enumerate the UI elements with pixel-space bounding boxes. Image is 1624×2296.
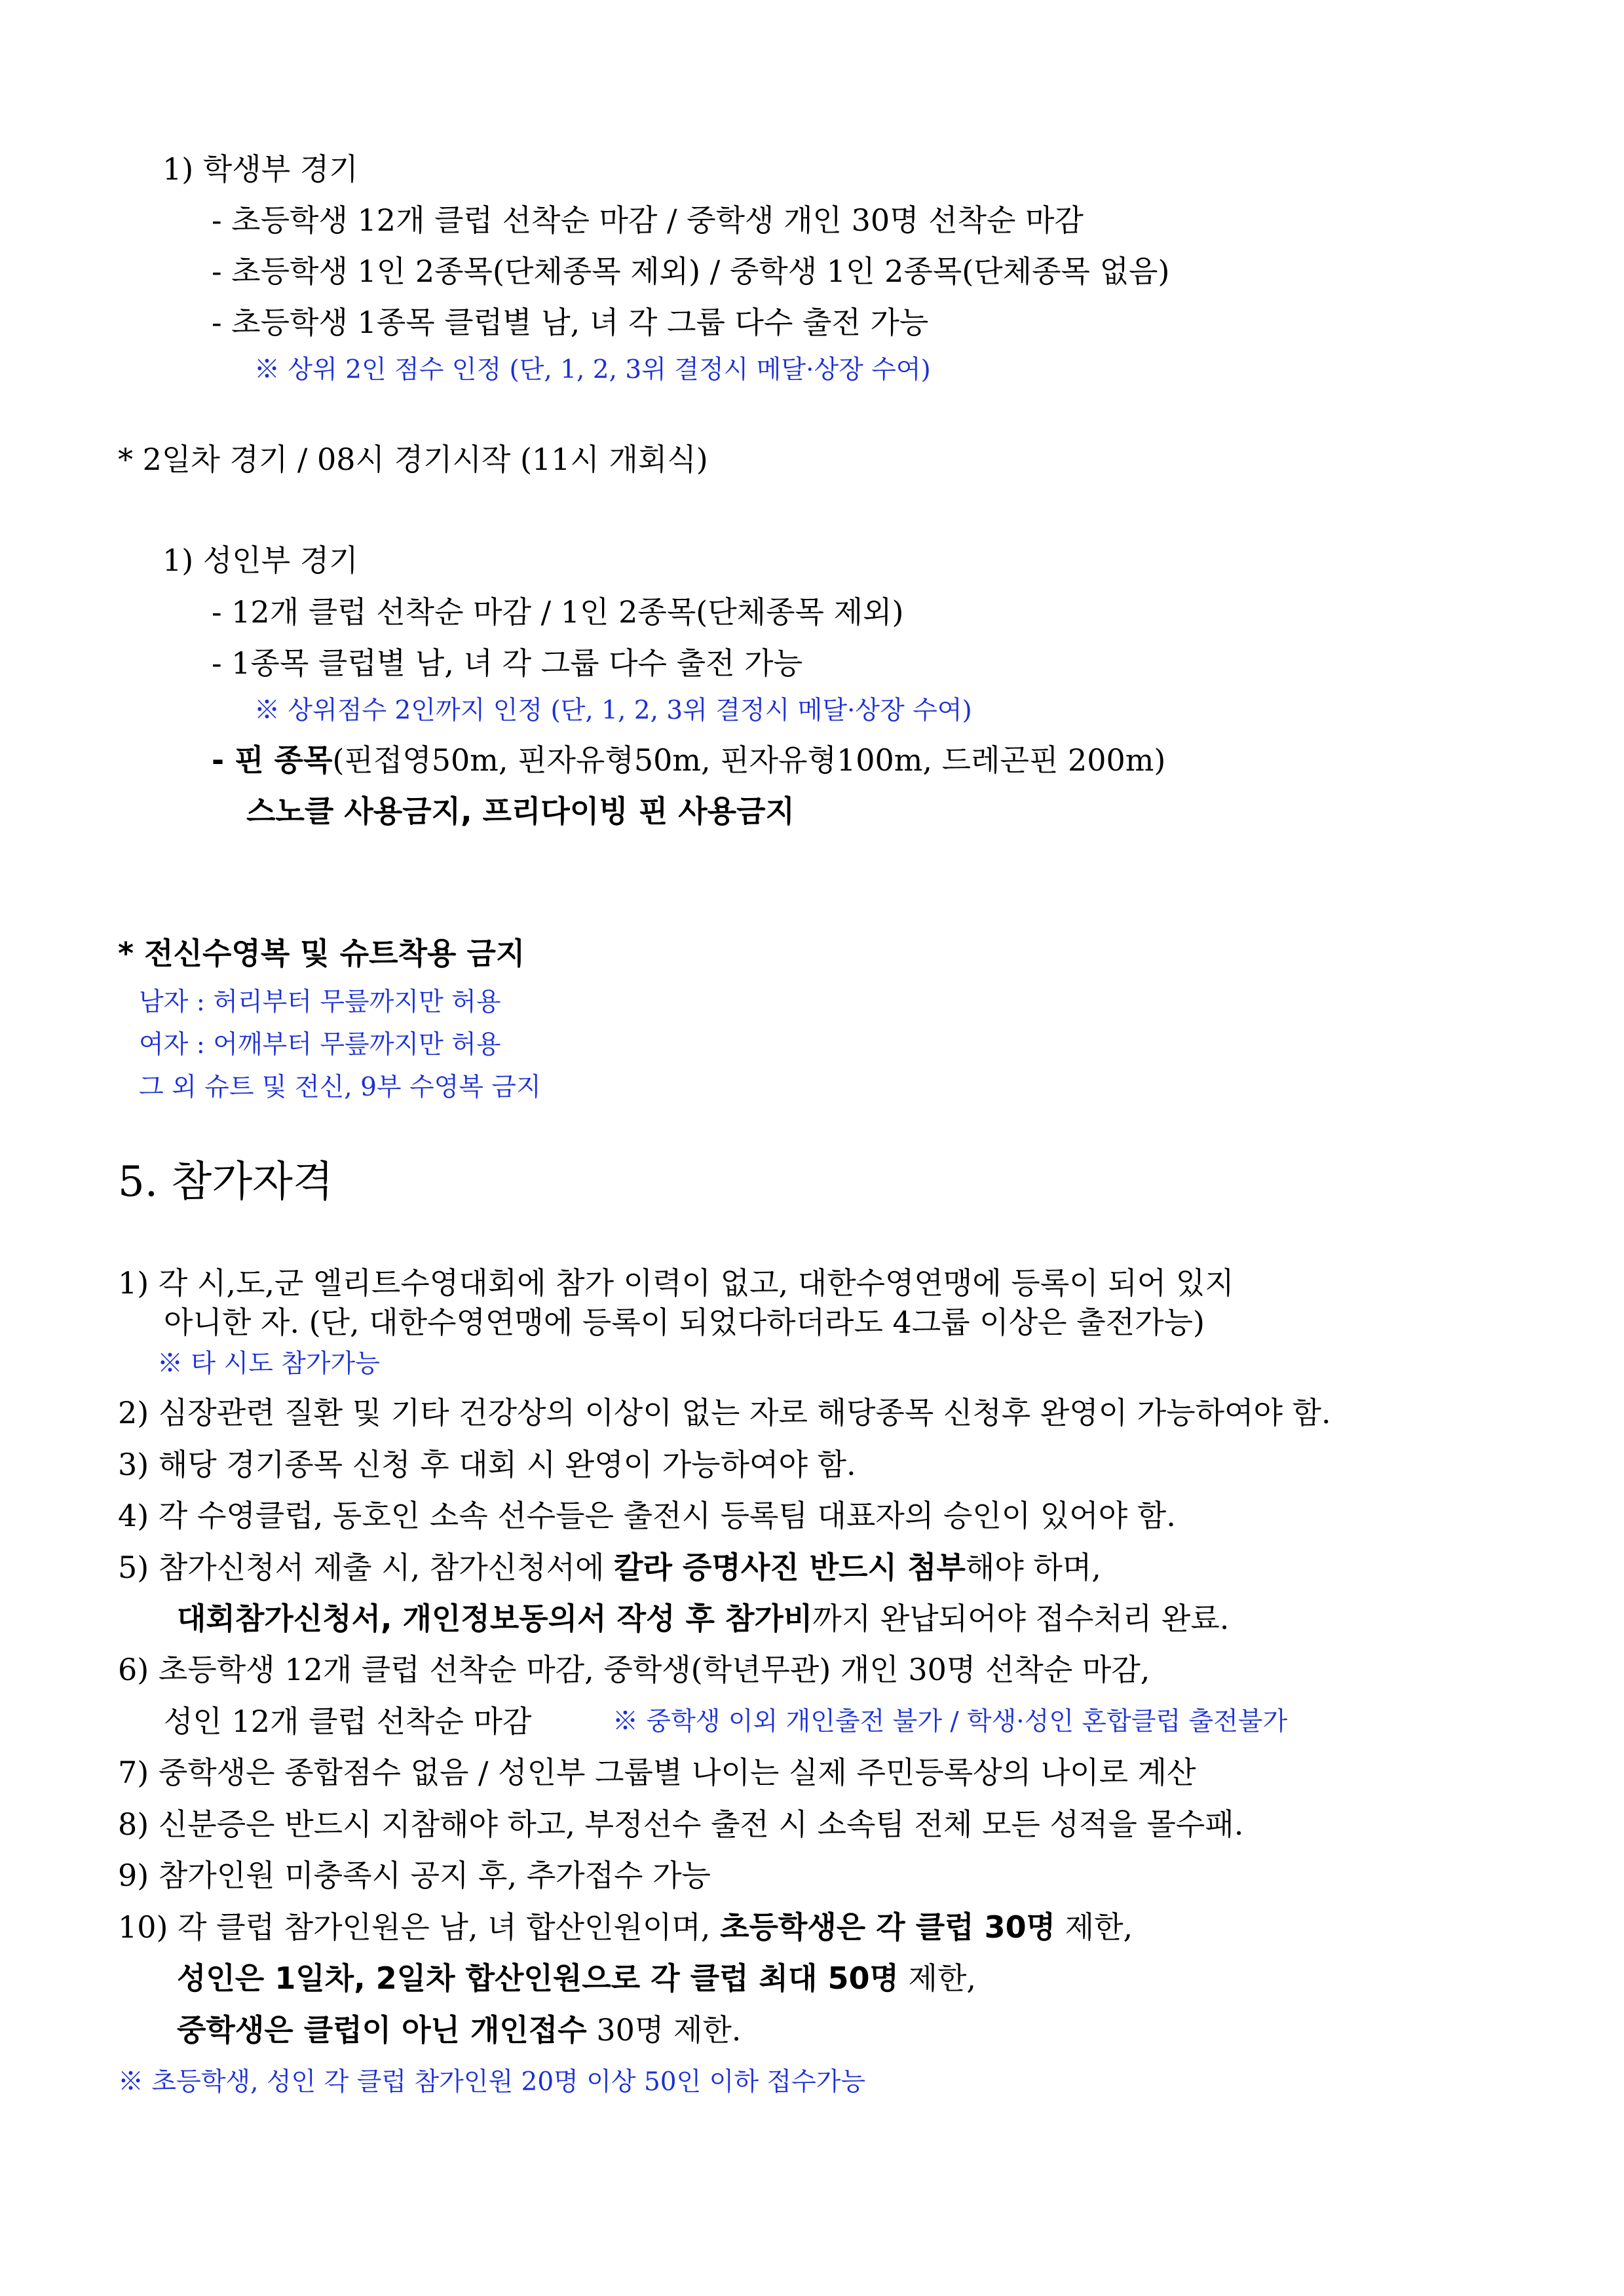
requirement-8: 8) 신분증은 반드시 지참해야 하고, 부정선수 출전 시 소속팀 전체 모든 성적을 몰수패. — [118, 1807, 1244, 1842]
requirement-10c-post: 30명 제한. — [586, 2012, 742, 2048]
section5-heading: 5. 참가자격 — [118, 1158, 333, 1206]
requirement-10-line-3 — [177, 2012, 742, 2048]
day2-title: * 2일차 경기 / 08시 경기시작 (11시 개회식) — [118, 442, 708, 477]
requirement-5-line-1 — [118, 1550, 1101, 1585]
requirement-1-note: ※ 타 시도 참가가능 — [157, 1349, 380, 1379]
student-section-title: 1) 학생부 경기 — [162, 151, 358, 187]
adult-item-2: - 1종목 클럽별 남, 녀 각 그룹 다수 출전 가능 — [212, 645, 803, 681]
fin-events-list: (핀접영50m, 핀자유형50m, 핀자유형100m, 드레곤핀 200m) — [332, 742, 1166, 778]
student-item-1: - 초등학생 12개 클럽 선착순 마감 / 중학생 개인 30명 선착순 마감 — [212, 202, 1084, 238]
requirement-10b-bold: 성인은 1일차, 2일차 합산인원으로 각 클럽 최대 50명 — [177, 1961, 899, 1996]
adult-note: ※ 상위점수 2인까지 인정 (단, 1, 2, 3위 결정시 메달·상장 수여) — [254, 696, 972, 725]
fin-events-line — [212, 742, 1166, 778]
swimsuit-female: 여자 : 어깨부터 무릎까지만 허용 — [139, 1030, 501, 1060]
requirement-6-line-1: 6) 초등학생 12개 클럽 선착순 마감, 중학생(학년무관) 개인 30명 선착순 마감, — [118, 1652, 1150, 1687]
adult-section-title: 1) 성인부 경기 — [162, 543, 358, 578]
requirement-10c-bold: 중학생은 클럽이 아닌 개인접수 — [177, 2012, 587, 2048]
requirement-5b-post: 까지 완납되어야 접수처리 완료. — [812, 1601, 1230, 1636]
fin-warning: 스노클 사용금지, 프리다이빙 핀 사용금지 — [246, 794, 795, 829]
requirement-6-note: ※ 중학생 이외 개인출전 불가 / 학생·성인 혼합클럽 출전불가 — [613, 1707, 1288, 1736]
requirement-10-post: 제한, — [1055, 1909, 1133, 1945]
requirement-5-bold: 칼라 증명사진 반드시 첨부 — [614, 1550, 966, 1585]
requirement-4: 4) 각 수영클럽, 동호인 소속 선수들은 출전시 등록팀 대표자의 승인이 있어야 함. — [118, 1498, 1176, 1533]
student-item-3: - 초등학생 1종목 클럽별 남, 녀 각 그룹 다수 출전 가능 — [212, 305, 929, 340]
requirement-1-line-1: 1) 각 시,도,군 엘리트수영대회에 참가 이력이 없고, 대한수영연맹에 등록이 되어 있지 — [118, 1265, 1234, 1301]
fin-dash: - — [212, 742, 235, 778]
fin-events-label: 핀 종목 — [235, 742, 333, 778]
requirement-2: 2) 심장관련 질환 및 기타 건강상의 이상이 없는 자로 해당종목 신청후 완영이 가능하여야 함. — [118, 1395, 1331, 1430]
swimsuit-title: * 전신수영복 및 슈트착용 금지 — [118, 936, 525, 971]
final-note: ※ 초등학생, 성인 각 클럽 참가인원 20명 이상 50인 이하 접수가능 — [118, 2067, 866, 2097]
requirement-7: 7) 중학생은 종합점수 없음 / 성인부 그룹별 나이는 실제 주민등록상의 나이로 계산 — [118, 1755, 1196, 1790]
requirement-10-bold: 초등학생은 각 클럽 30명 — [720, 1909, 1056, 1945]
requirement-10-line-1 — [118, 1909, 1133, 1945]
adult-item-1: - 12개 클럽 선착순 마감 / 1인 2종목(단체종목 제외) — [212, 594, 904, 630]
requirement-5-post: 해야 하며, — [965, 1550, 1101, 1585]
student-note: ※ 상위 2인 점수 인정 (단, 1, 2, 3위 결정시 메달·상장 수여) — [254, 355, 931, 385]
requirement-5b-bold: 대회참가신청서, 개인정보동의서 작성 후 참가비 — [177, 1601, 813, 1636]
requirement-6-line-2: 성인 12개 클럽 선착순 마감 — [164, 1704, 532, 1739]
requirement-3: 3) 해당 경기종목 신청 후 대회 시 완영이 가능하여야 함. — [118, 1447, 856, 1482]
requirement-5-pre: 5) 참가신청서 제출 시, 참가신청서에 — [118, 1550, 614, 1585]
requirement-10b-post: 제한, — [898, 1961, 977, 1996]
requirement-9: 9) 참가인원 미충족시 공지 후, 추가접수 가능 — [118, 1858, 711, 1893]
student-item-2: - 초등학생 1인 2종목(단체종목 제외) / 중학생 1인 2종목(단체종목 없음) — [212, 254, 1170, 289]
requirement-5-line-2 — [177, 1603, 1229, 1634]
requirement-10-pre: 10) 각 클럽 참가인원은 남, 녀 합산인원이며, — [118, 1909, 721, 1945]
requirement-1-line-2: 아니한 자. (단, 대한수영연맹에 등록이 되었다하더라도 4그룹 이상은 출전가능) — [164, 1305, 1205, 1340]
requirement-10-line-2 — [177, 1961, 977, 1996]
swimsuit-male: 남자 : 허리부터 무릎까지만 허용 — [139, 987, 501, 1017]
swimsuit-other: 그 외 슈트 및 전신, 9부 수영복 금지 — [139, 1073, 541, 1102]
